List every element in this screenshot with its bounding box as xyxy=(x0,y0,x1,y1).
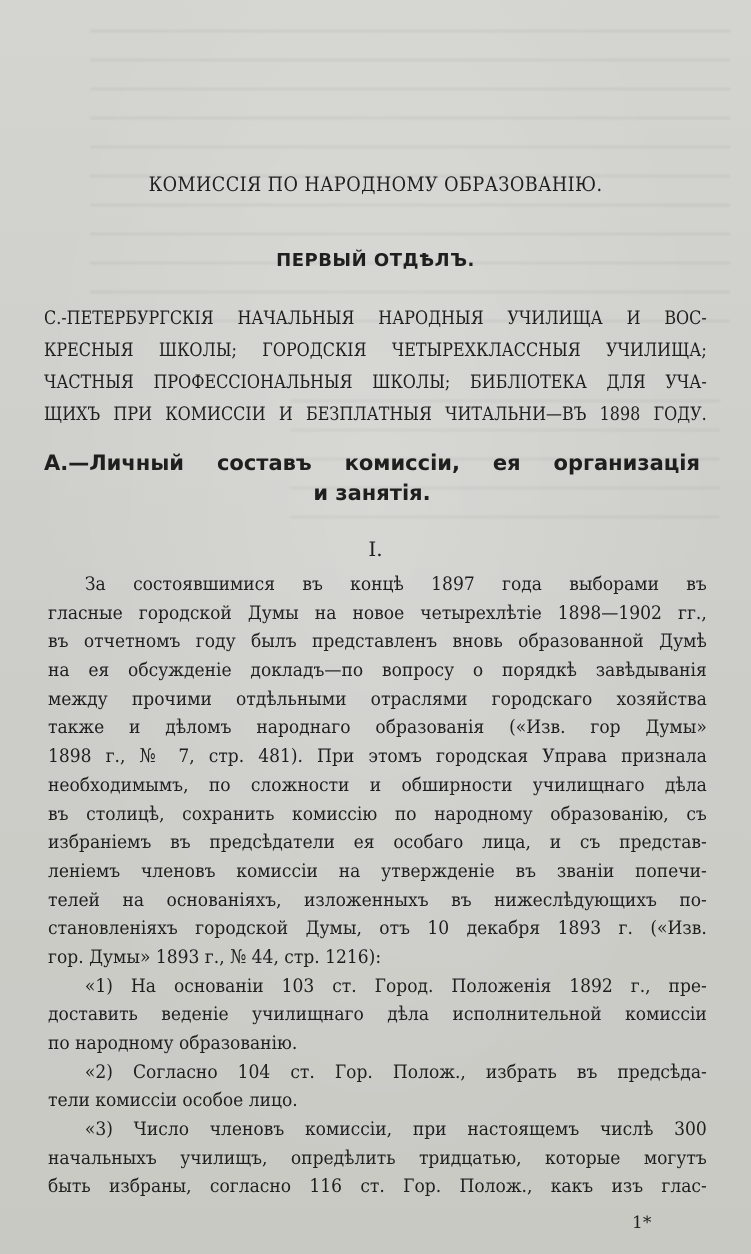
body-line: телей на основаніяхъ, изложенныхъ въ нижеслѣдующихъ по- xyxy=(48,888,707,911)
body-line: 1898 г., № 7, стр. 481). При этомъ городская Управа признала xyxy=(48,745,707,768)
chapter-number: I. xyxy=(368,537,383,561)
body-line: «3) Число членовъ комиссіи, при настоящемъ числѣ 300 xyxy=(84,1118,707,1141)
body-line: быть избраны, согласно 116 ст. Гор. Полож., какъ изъ глас- xyxy=(48,1175,707,1198)
body-text xyxy=(48,570,707,1201)
body-line: начальныхъ училищъ, опредѣлить тридцатью, которые могутъ xyxy=(48,1146,707,1169)
section-title: ПЕРВЫЙ ОТДѢЛЪ. xyxy=(276,250,475,271)
commission-title: КОМИССІЯ ПО НАРОДНОМУ ОБРАЗОВАНІЮ. xyxy=(148,172,603,196)
subheading-block xyxy=(44,302,707,430)
body-line: избраніемъ въ предсѣдатели ея особаго лица, и съ представ- xyxy=(48,831,707,854)
body-line: гласные городской Думы на новое четырехлѣтіе 1898—1902 гг., xyxy=(48,601,707,624)
body-line: въ столицѣ, сохранить комиссію по народному образованію, съ xyxy=(48,802,707,825)
body-line: необходимымъ, по сложности и обширности училищнаго дѣла xyxy=(48,773,707,796)
body-line: гор. Думы» 1893 г., № 44, стр. 1216): xyxy=(48,945,382,968)
subheading-line: КРЕСНЫЯ ШКОЛЫ; ГОРОДСКІЯ ЧЕТЫРЕХКЛАССНЫЯ УЧИЛИЩА; xyxy=(44,339,707,361)
body-line: становленіяхъ городской Думы, отъ 10 декабря 1893 г. («Изв. xyxy=(48,917,707,940)
heading-a-line: А.—Личный составъ комиссіи, ея организація xyxy=(44,451,700,475)
body-line: леніемъ членовъ комиссіи на утвержденіе въ званіи попечи- xyxy=(48,859,707,882)
body-line: на ея обсужденіе докладъ—по вопросу о порядкѣ завѣдыванія xyxy=(48,659,707,682)
body-line: За состоявшимися въ концѣ 1897 года выборами въ xyxy=(84,573,707,595)
body-line: доставить веденіе училищнаго дѣла исполнительной комиссіи xyxy=(48,1003,707,1026)
body-line: по народному образованію. xyxy=(48,1032,298,1054)
heading-a-line: и занятія. xyxy=(313,481,431,505)
body-line: также и дѣломъ народнаго образованія («Изв. гор Думы» xyxy=(48,716,707,739)
page-marker: 1* xyxy=(632,1213,652,1233)
heading-a xyxy=(44,448,709,508)
subheading-line: С.-ПЕТЕРБУРГСКІЯ НАЧАЛЬНЫЯ НАРОДНЫЯ УЧИЛИЩА И ВОС- xyxy=(44,307,707,329)
subheading-line: ЧАСТНЫЯ ПРОФЕССІОНАЛЬНЫЯ ШКОЛЫ; БИБЛІОТЕКА ДЛЯ УЧА- xyxy=(44,371,707,393)
body-line: «2) Согласно 104 ст. Гор. Полож., избрать въ предсѣда- xyxy=(84,1060,707,1083)
body-line: между прочими отдѣльными отраслями городскаго хозяйства xyxy=(48,687,707,710)
subheading-line: ЩИХЪ ПРИ КОМИССІИ И БЕЗПЛАТНЫЯ ЧИТАЛЬНИ—ВЪ 1898 ГОДУ. xyxy=(44,403,707,425)
body-line: въ отчетномъ году былъ представленъ вновь образованной Думѣ xyxy=(48,630,707,653)
body-line: «1) На основаніи 103 ст. Город. Положенія 1892 г., пре- xyxy=(84,974,707,997)
body-line: тели комиссіи особое лицо. xyxy=(48,1089,298,1112)
